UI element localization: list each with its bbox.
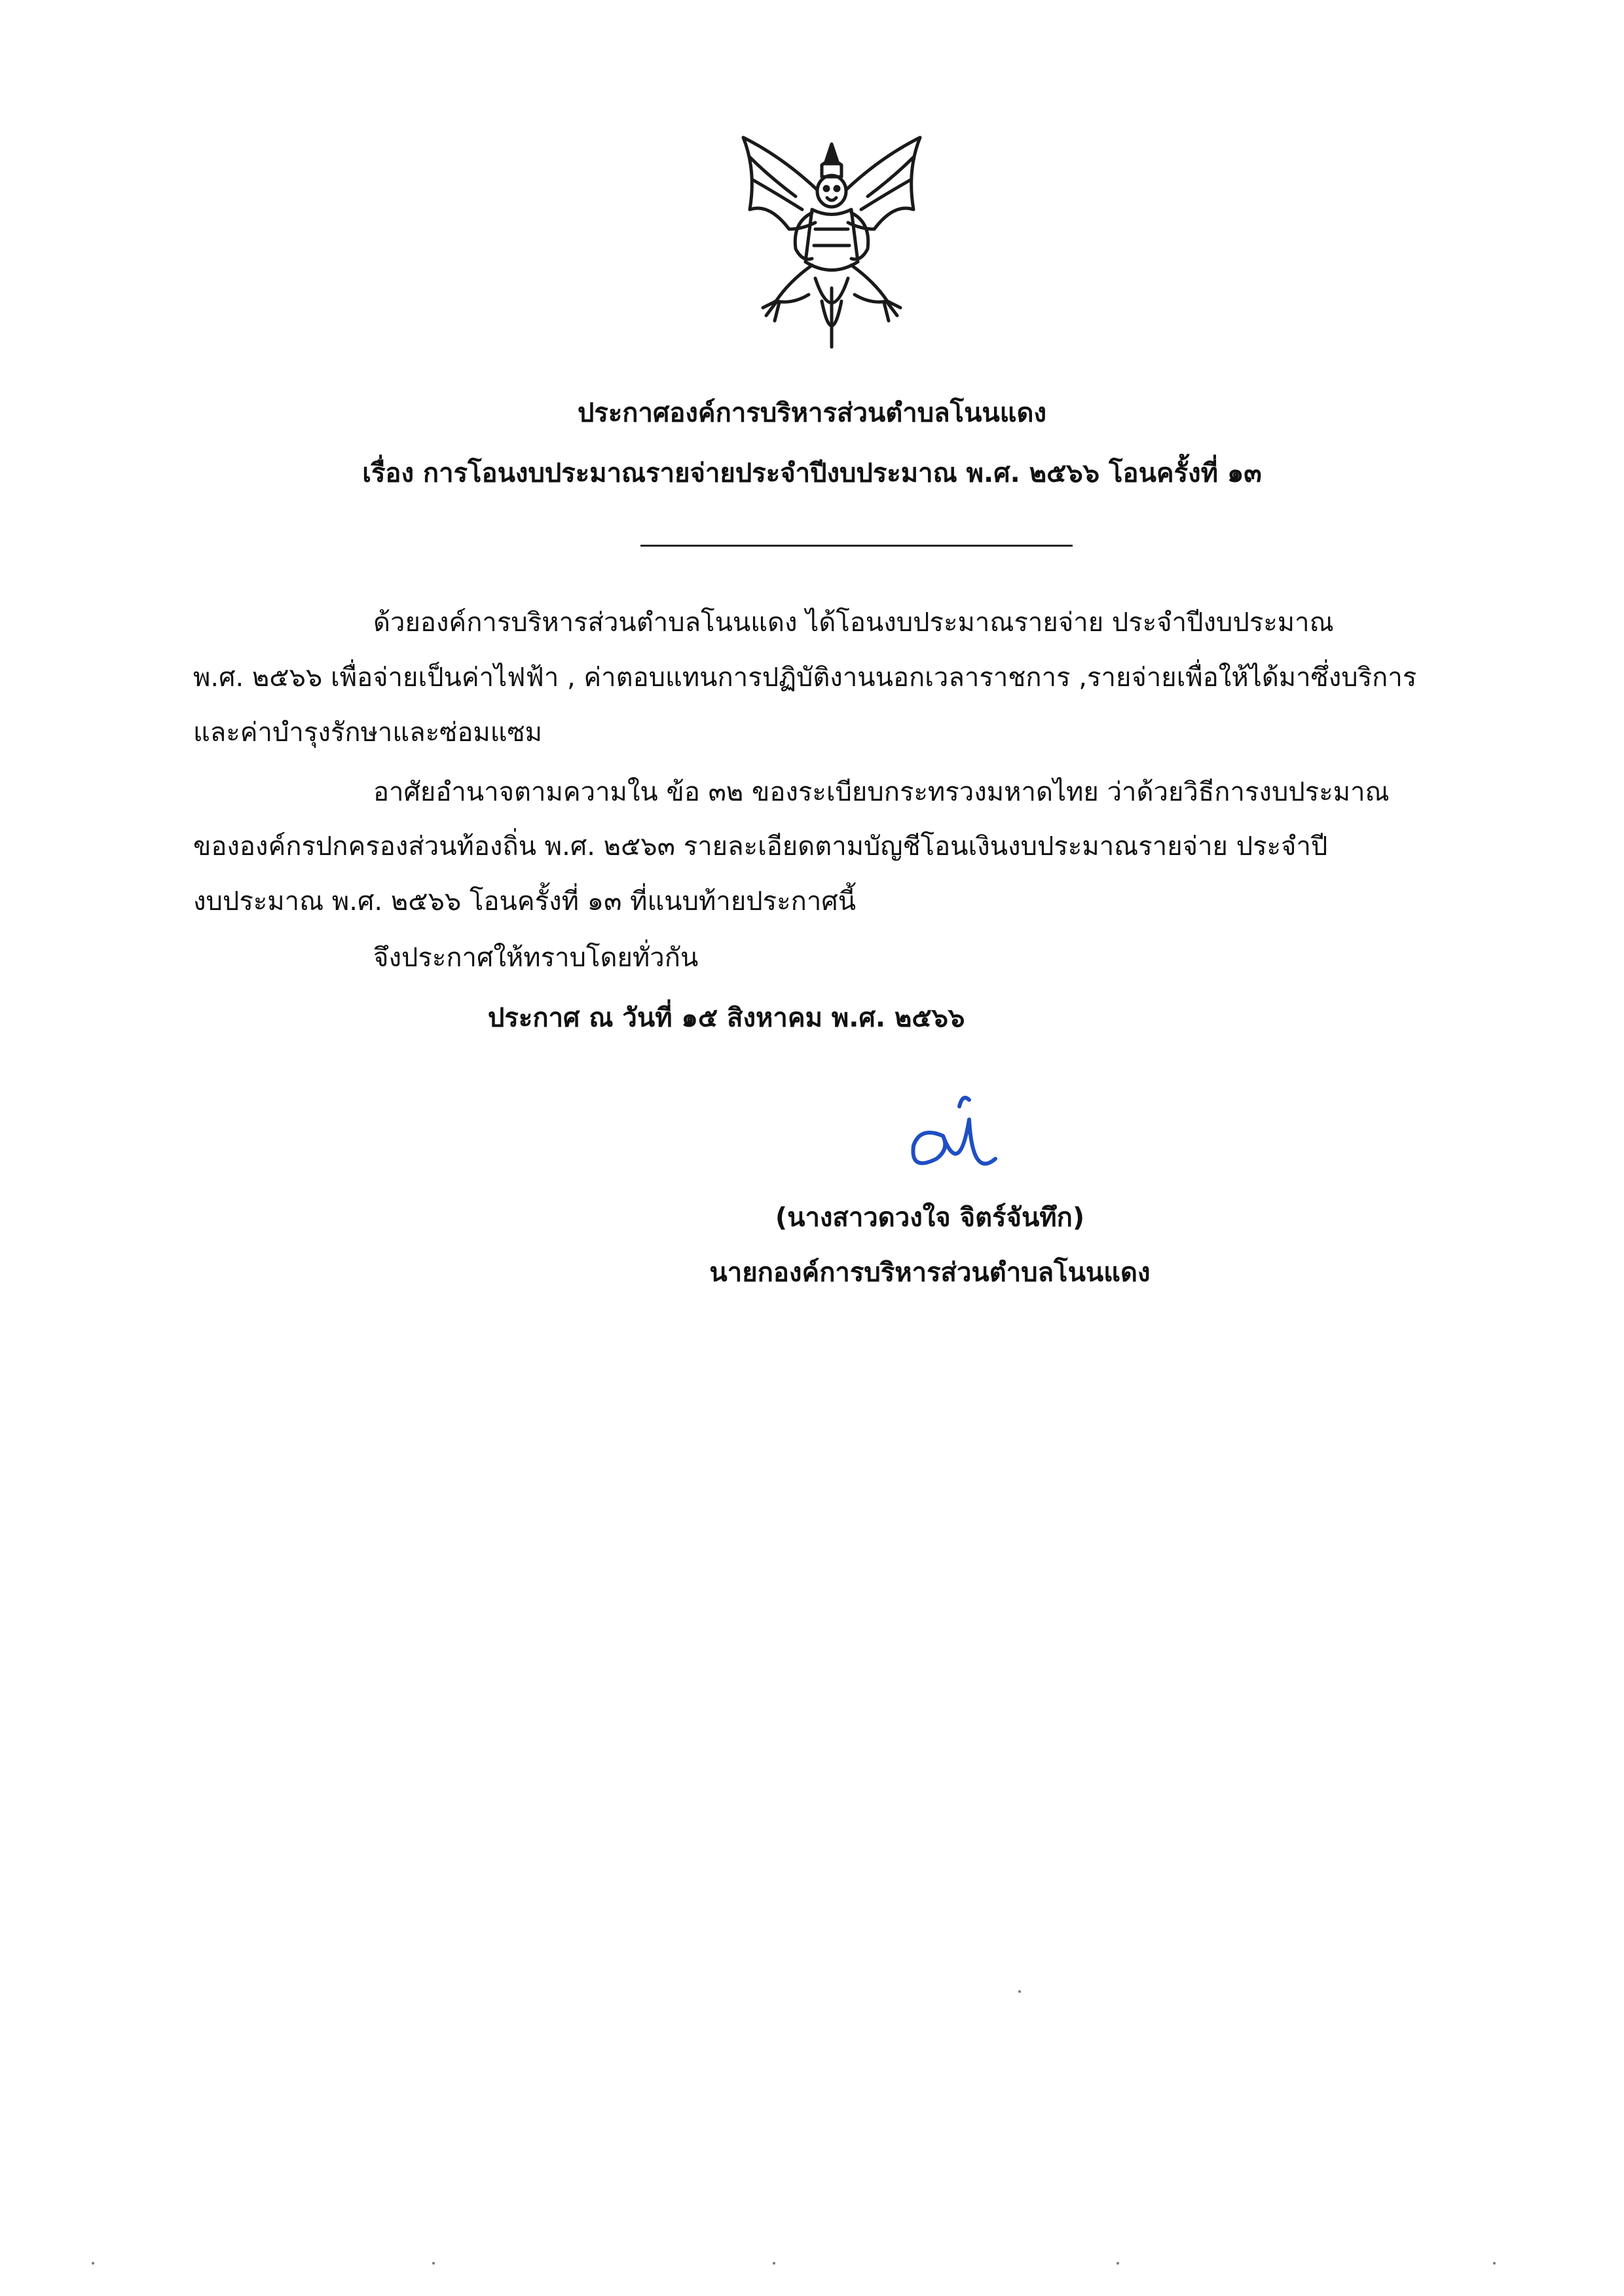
paragraph1-line1: ด้วยองค์การบริหารส่วนตำบลโนนแดง ได้โอนงบประมาณรายจ่าย ประจำปีงบประมาณ xyxy=(373,608,1334,638)
garuda-emblem-icon xyxy=(730,131,933,354)
scan-speck xyxy=(773,2262,775,2265)
closing-statement: จึงประกาศให้ทราบโดยทั่วกัน xyxy=(373,943,699,973)
paragraph2-line3: งบประมาณ พ.ศ. ๒๕๖๖ โอนครั้งที่ ๑๓ ที่แนบท้ายประกาศนี้ xyxy=(193,886,857,917)
paragraph1-line2: พ.ศ. ๒๕๖๖ เพื่อจ่ายเป็นค่าไฟฟ้า , ค่าตอบแทนการปฏิบัติงานนอกเวลาราชการ ,รายจ่ายเพื่อให้ได้มาซึ่งบริการ xyxy=(193,663,1417,693)
scan-speck xyxy=(92,2262,94,2265)
scan-speck xyxy=(1116,2262,1119,2265)
paragraph2-line2: ขององค์กรปกครองส่วนท้องถิ่น พ.ศ. ๒๕๖๓ รายละเอียดตามบัญชีโอนเงินงบประมาณรายจ่าย ประจำปี xyxy=(193,831,1328,862)
paragraph1-line3: และค่าบำรุงรักษาและซ่อมแซม xyxy=(193,718,543,748)
title-divider xyxy=(640,545,1073,547)
announcement-subject: เรื่อง การโอนงบประมาณรายจ่ายประจำปีงบประมาณ พ.ศ. ๒๕๖๖ โอนครั้งที่ ๑๓ xyxy=(362,458,1262,488)
announcement-title: ประกาศองค์การบริหารส่วนตำบลโนนแดง xyxy=(577,398,1047,428)
handwritten-signature xyxy=(897,1080,1022,1192)
scan-speck xyxy=(1493,2262,1496,2265)
scan-speck xyxy=(1018,1990,1021,1993)
announcement-date: ประกาศ ณ วันที่ ๑๕ สิงหาคม พ.ศ. ๒๕๖๖ xyxy=(488,1003,965,1033)
signatory-name: (นางสาวดวงใจ จิตร์จันทึก) xyxy=(775,1203,1085,1233)
scan-speck xyxy=(432,2262,435,2265)
paragraph2-line1: อาศัยอำนาจตามความใน ข้อ ๓๒ ของระเบียบกระทรวงมหาดไทย ว่าด้วยวิธีการงบประมาณ xyxy=(373,777,1390,807)
signature-block xyxy=(688,1190,1172,1300)
signatory-position: นายกองค์การบริหารส่วนตำบลโนนแดง xyxy=(709,1258,1151,1288)
